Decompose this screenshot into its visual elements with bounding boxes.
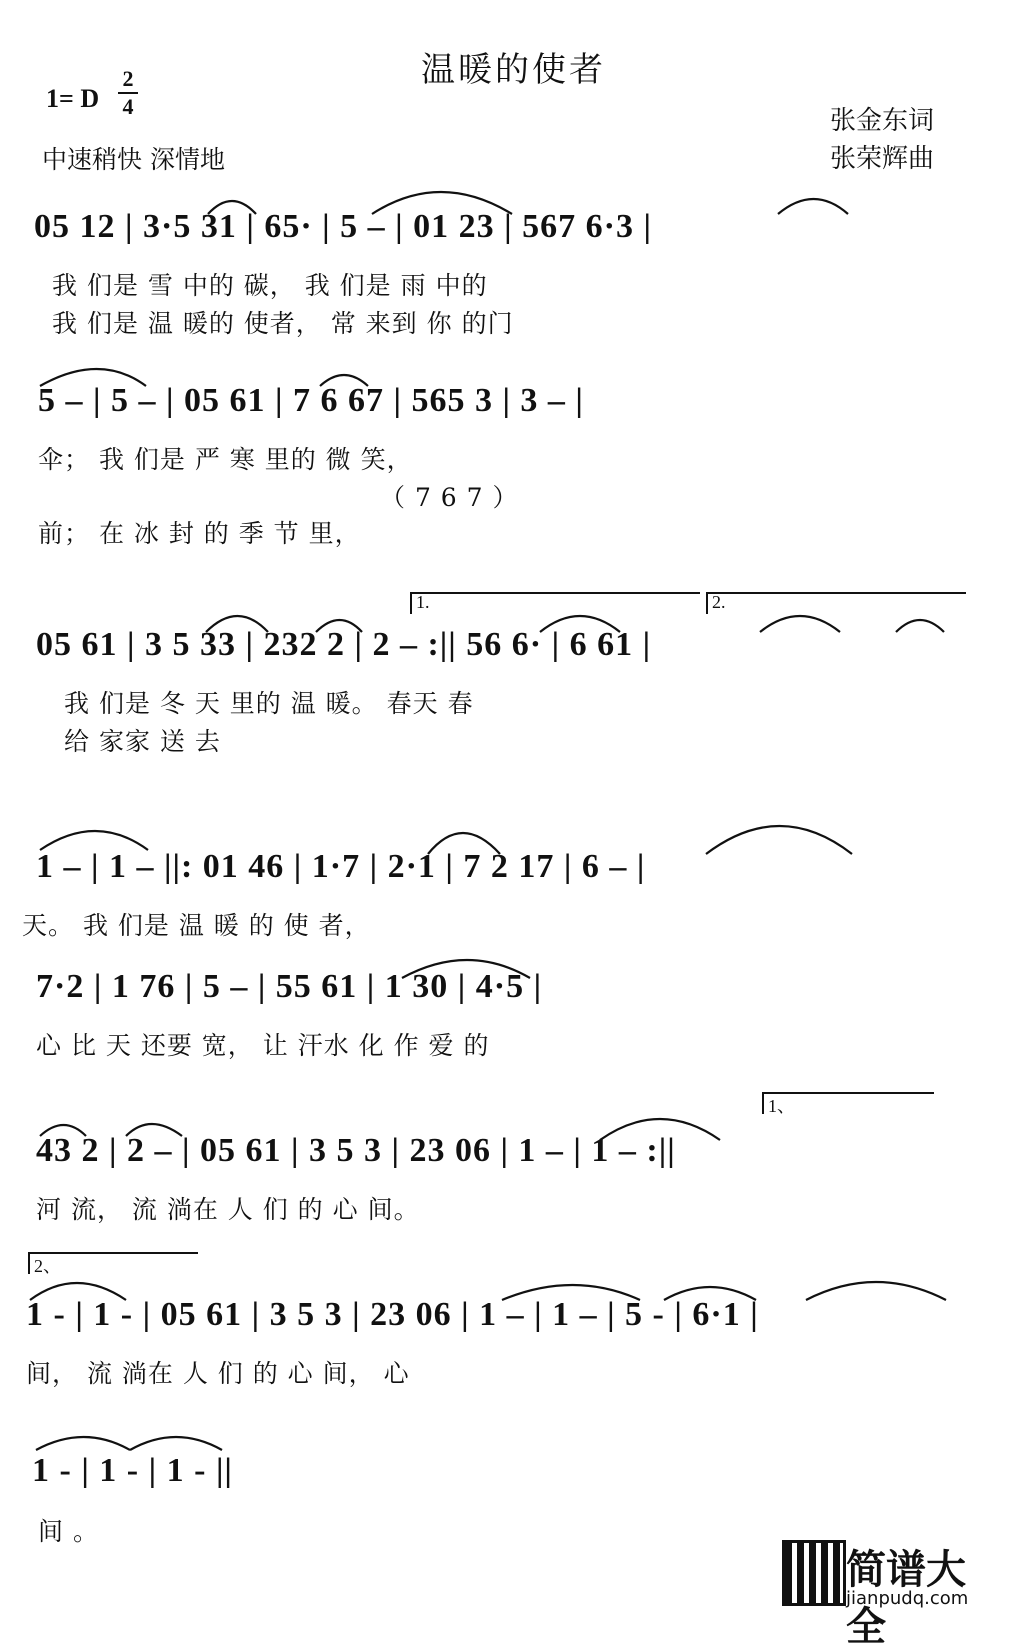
lyric-row-1-verse-2: 我 们是 温 暖的 使者， 常 来到 你 的门	[52, 309, 514, 338]
site-logo-name: 简谱大全	[846, 1547, 966, 1650]
time-signature-top: 2	[122, 66, 134, 91]
lyric-row-2-verse-2: 前； 在 冰 封 的 季 节 里，	[38, 519, 361, 548]
notation-row-3: 05 61 | 3 5 33 | 232 2 | 2 – :|| 56 6· | 6 61 |	[36, 626, 652, 663]
notation-row-8: 1 - | 1 - | 1 - ||	[32, 1452, 233, 1489]
notation-row-5: 7·2 | 1 76 | 5 – | 55 61 | 1 30 | 4·5 |	[36, 968, 543, 1005]
volta-second-ending: 2.	[706, 592, 966, 614]
notation-row-2: 5 – | 5 – | 05 61 | 7 6 67 | 565 3 | 3 – |	[38, 382, 584, 419]
lyric-row-6: 河 流， 流 淌在 人 们 的 心 间。	[36, 1195, 420, 1224]
composer-credit: 张荣辉曲	[830, 144, 935, 174]
lyric-row-1-verse-1: 我 们是 雪 中的 碳， 我 们是 雨 中的	[52, 271, 488, 300]
site-logo-url: jianpudq.com	[846, 1588, 969, 1609]
lyricist-credit: 张金东词	[830, 106, 935, 136]
lyric-row-8: 间 。	[38, 1517, 99, 1546]
notation-row-6: 43 2 | 2 – | 05 61 | 3 5 3 | 23 06 | 1 – | 1 – :||	[36, 1132, 676, 1169]
key-signature: 1= D	[46, 84, 100, 113]
time-signature	[118, 66, 138, 120]
lyric-row-7: 间， 流 淌在 人 们 的 心 间， 心	[26, 1359, 410, 1388]
volta-first-ending: 1.	[410, 592, 700, 614]
notation-row-4: 1 – | 1 – ||: 01 46 | 1·7 | 2·1 | 7 2 17 | 6 – |	[36, 848, 646, 885]
notation-row-7: 1 - | 1 - | 05 61 | 3 5 3 | 23 06 | 1 – | 1 – | 5 - | 6·1 |	[26, 1296, 759, 1333]
lyric-row-3-verse-2: 给 家家 送 去	[64, 727, 221, 756]
volta-second-ending-b: 2、	[28, 1252, 198, 1274]
tempo-marking: 中速稍快 深情地	[42, 145, 225, 174]
lyric-row-3-verse-1: 我 们是 冬 天 里的 温 暖。 春天 春	[64, 689, 474, 718]
site-logo	[782, 1540, 992, 1650]
time-signature-bottom: 4	[122, 94, 134, 119]
notation-row-1: 05 12 | 3·5 31 | 65· | 5 – | 01 23 | 567 6·3 |	[34, 208, 652, 245]
lyric-row-2-variant: （ 7 6 7 ）	[380, 483, 519, 512]
lyric-row-2-verse-1: 伞； 我 们是 严 寒 里的 微 笑，	[38, 445, 413, 474]
song-title: 温暖的使者	[421, 50, 606, 90]
lyric-row-5: 心 比 天 还要 宽， 让 汗水 化 作 爱 的	[36, 1031, 490, 1060]
lyric-row-4: 天。 我 们是 温 暖 的 使 者，	[22, 911, 371, 940]
piano-icon	[782, 1540, 846, 1606]
volta-first-ending-b: 1、	[762, 1092, 934, 1114]
